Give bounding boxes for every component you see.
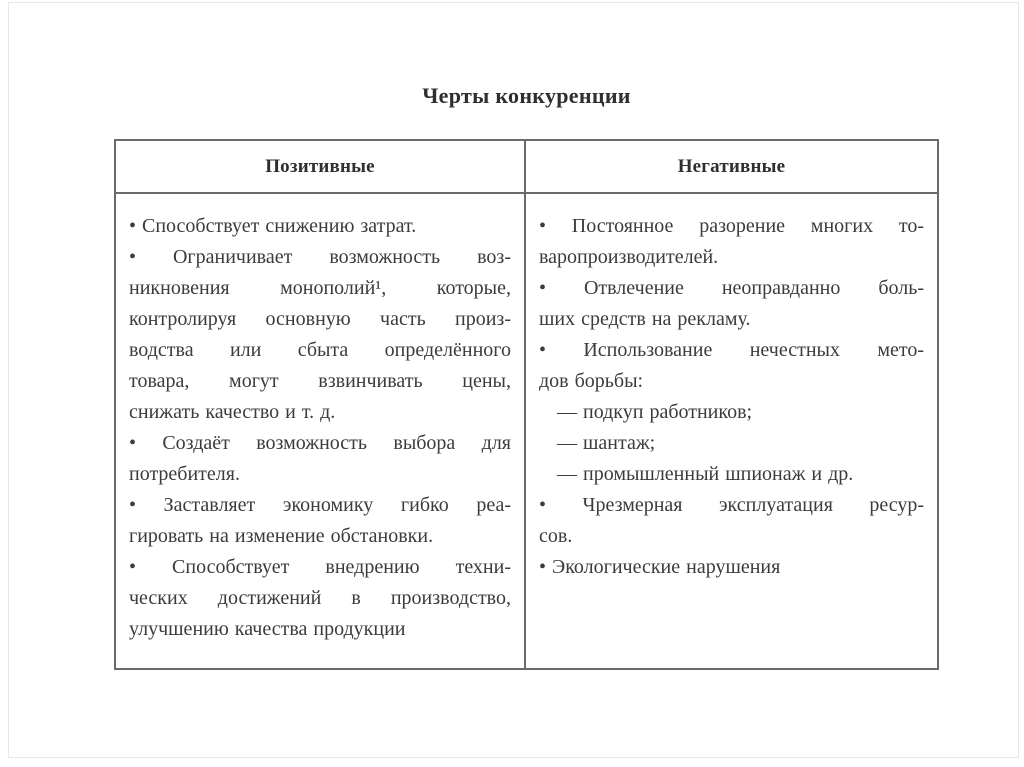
text-line: потребителя.: [129, 463, 240, 485]
text-line: водства или сбыта определённого: [129, 339, 511, 361]
text-line: дов борьбы:: [539, 370, 644, 392]
text-line: — подкуп работников;: [557, 401, 753, 423]
text-line: • Заставляет экономику гибко реа-: [129, 494, 511, 516]
text-line: ших средств на рекламу.: [539, 308, 751, 330]
text-line: • Постоянное разорение многих то-: [539, 215, 924, 237]
text-line: • Создаёт возможность выбора для: [129, 432, 511, 454]
negative-features-cell: [526, 194, 937, 668]
text-line: • Использование нечестных мето-: [539, 339, 924, 361]
text-line: — промышленный шпионаж и др.: [557, 463, 854, 485]
text-line: • Способствует внедрению техни-: [129, 556, 511, 578]
column-header-negative: Негативные: [526, 141, 937, 194]
text-line: варопроизводителей.: [539, 246, 719, 268]
text-line: — шантаж;: [557, 432, 656, 454]
text-line: ческих достижений в производство,: [129, 587, 511, 609]
text-line: • Чрезмерная эксплуатация ресур-: [539, 494, 924, 516]
text-line: • Экологические нарушения: [539, 556, 781, 578]
text-line: товара, могут взвинчивать цены,: [129, 370, 511, 392]
text-line: • Ограничивает возможность воз-: [129, 246, 511, 268]
text-line: снижать качество и т. д.: [129, 401, 336, 423]
text-line: контролируя основную часть произ-: [129, 308, 511, 330]
text-line: улучшению качества продукции: [129, 618, 406, 640]
text-line: гировать на изменение обстановки.: [129, 525, 434, 547]
text-line: сов.: [539, 525, 573, 547]
text-line: • Отвлечение неоправданно боль-: [539, 277, 924, 299]
page-title: Черты конкуренции: [422, 83, 631, 108]
text-line: • Способствует снижению затрат.: [129, 215, 417, 237]
text-line: никновения монополий¹, которые,: [129, 277, 511, 299]
competition-features-table: [114, 139, 939, 670]
positive-features-cell: [116, 194, 526, 668]
column-header-positive: Позитивные: [116, 141, 526, 194]
